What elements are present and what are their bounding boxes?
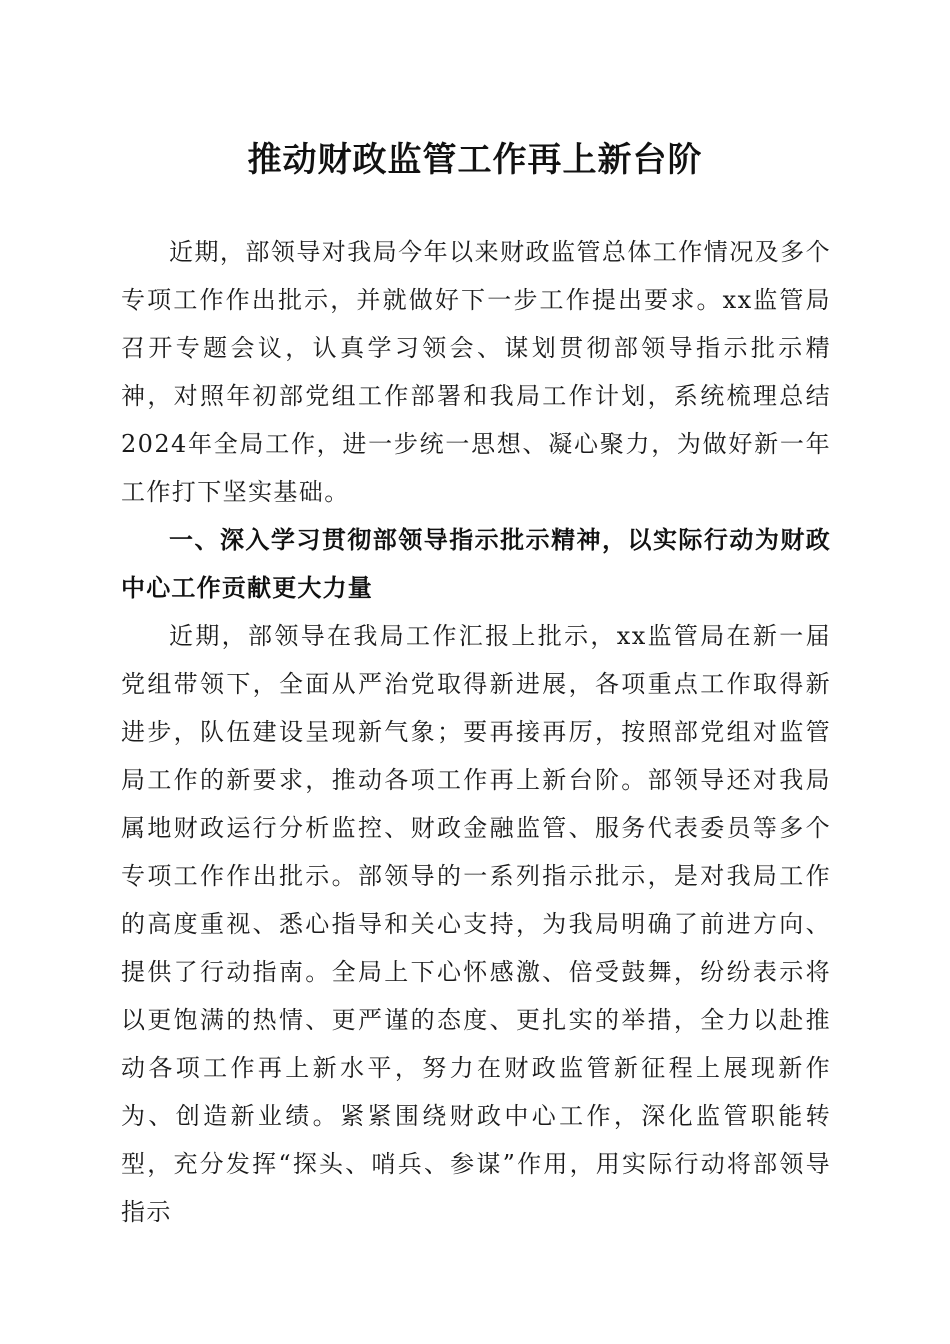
section-1-paragraph: 近期，部领导在我局工作汇报上批示，xx监管局在新一届党组带领下，全面从严治党取得新进展，各项重点工作取得新进步，队伍建设呈现新气象；要再接再厉，按照部党组对监管局工作的新要求，推动各项工作再上新台阶。部领导还对我局属地财政运行分析监控、财政金融监管、服务代表委员等多个专项工作作出批示。部领导的一系列指示批示，是对我局工作的高度重视、悉心指导和关心支持，为我局明确了前进方向、提供了行动指南。全局上下心怀感激、倍受鼓舞，纷纷表示将以更饱满的热情、更严谨的态度、更扎实的举措，全力以赴推动各项工作再上新水平，努力在财政监管新征程上展现新作为、创造新业绩。紧紧围绕财政中心工作，深化监管职能转型，充分发挥“探头、哨兵、参谋”作用，用实际行动将部领导指示 — [121, 622, 831, 1226]
document-title: 推动财政监管工作再上新台阶 — [247, 140, 703, 180]
section-heading-1: 一、深入学习贯彻部领导指示批示精神，以实际行动为财政中心工作贡献更大力量 — [121, 526, 831, 602]
intro-paragraph: 近期，部领导对我局今年以来财政监管总体工作情况及多个专项工作作出批示，并就做好下一步工作提出要求。xx监管局召开专题会议，认真学习领会、谋划贯彻部领导指示批示精神，对照年初部党组工作部署和我局工作计划，系统梳理总结2024年全局工作，进一步统一思想、凝心聚力，为做好新一年工作打下坚实基础。 — [121, 238, 831, 506]
document-body — [121, 228, 831, 1236]
